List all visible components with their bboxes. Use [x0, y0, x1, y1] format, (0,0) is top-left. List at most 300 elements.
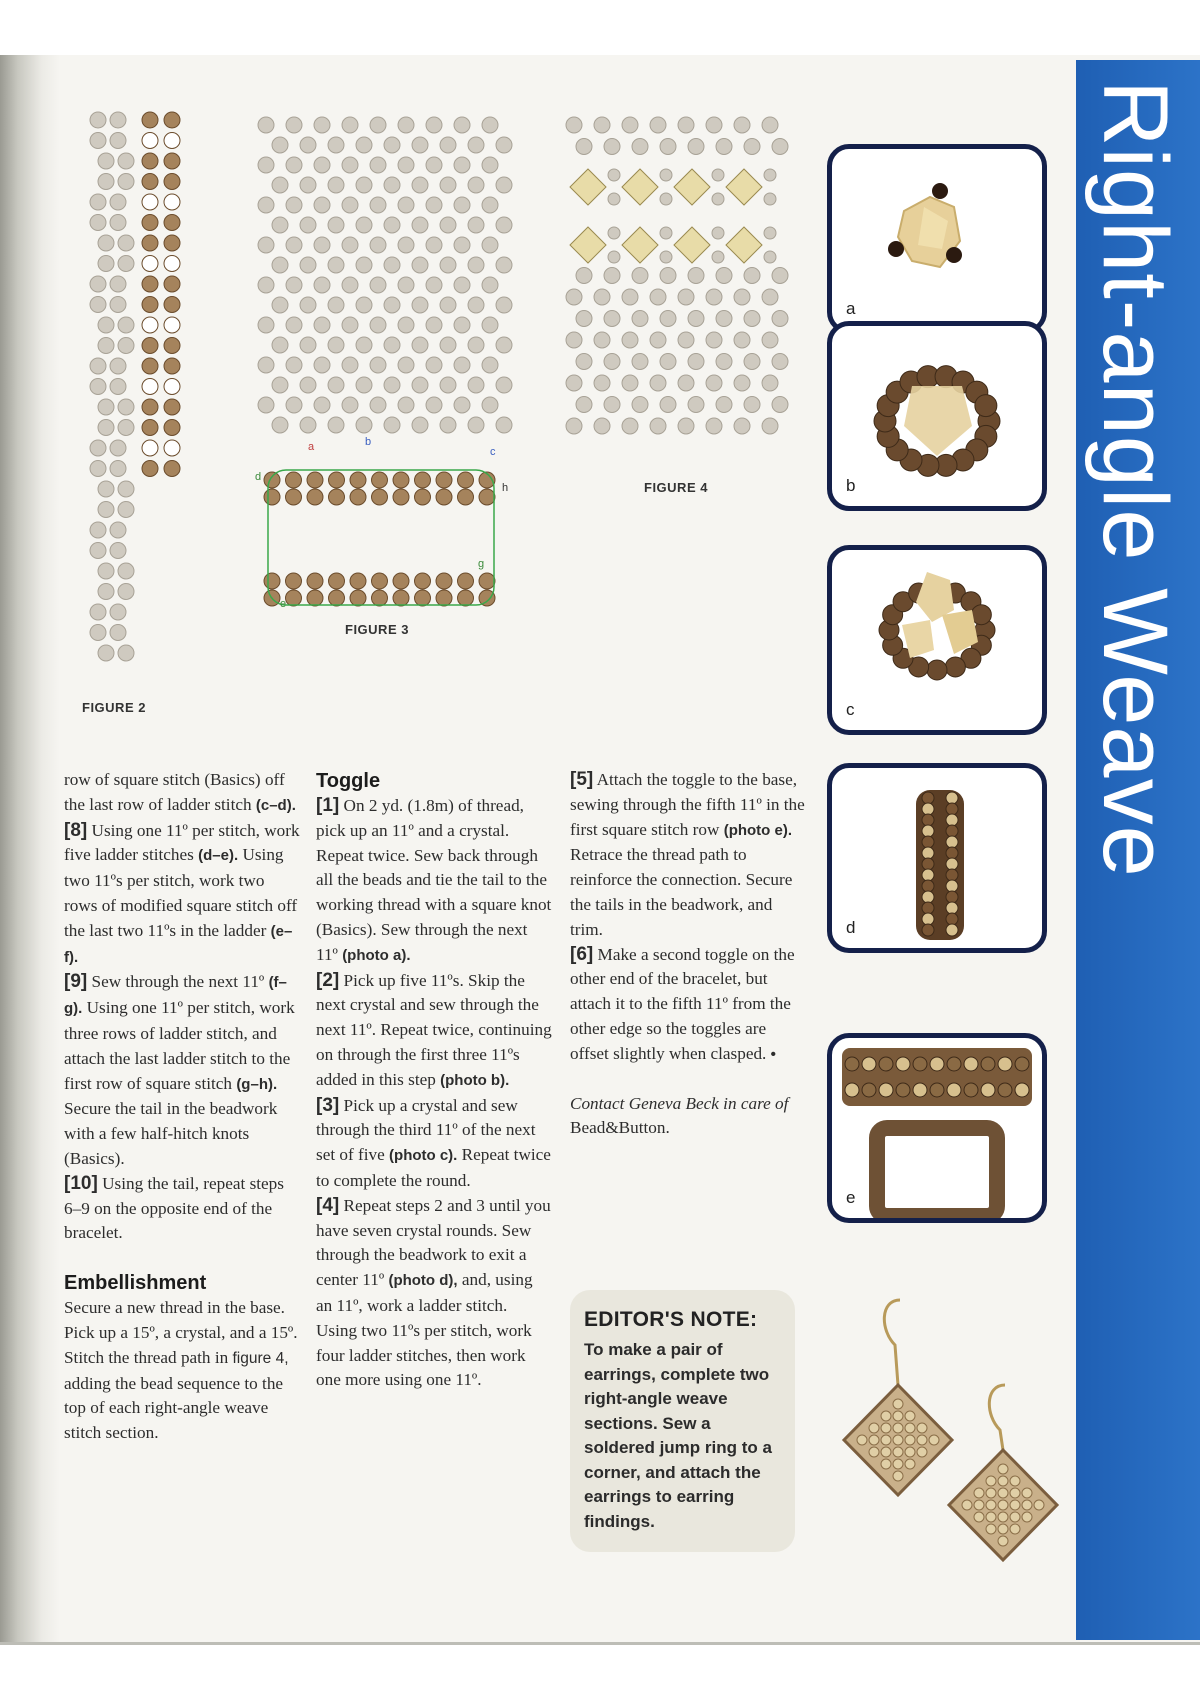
- bead: [468, 177, 484, 193]
- bead: [881, 1435, 891, 1445]
- bead: [706, 117, 722, 133]
- bead: [566, 332, 582, 348]
- bead: [1010, 1512, 1020, 1522]
- bead: [566, 375, 582, 391]
- bead: [594, 418, 610, 434]
- bead: [342, 157, 358, 173]
- bead: [496, 297, 512, 313]
- bead: [479, 489, 495, 505]
- bead: [927, 660, 947, 680]
- bead: [90, 379, 106, 395]
- bead: [922, 924, 934, 936]
- bead: [604, 354, 620, 370]
- bead: [604, 268, 620, 284]
- bead: [286, 117, 302, 133]
- bead: [660, 311, 676, 327]
- bead: [896, 1083, 910, 1097]
- bead: [869, 1435, 879, 1445]
- bead: [110, 379, 126, 395]
- bead: [398, 117, 414, 133]
- bead: [110, 543, 126, 559]
- bead: [307, 590, 323, 606]
- bead: [164, 112, 180, 128]
- figure-3-label-c: c: [490, 446, 496, 458]
- bead: [744, 397, 760, 413]
- step-number: [1]: [316, 795, 340, 816]
- bead: [905, 1459, 915, 1469]
- text-column-3: [570, 768, 806, 1141]
- bead: [566, 418, 582, 434]
- toggle-step-3: [316, 1094, 552, 1194]
- bead: [930, 1057, 944, 1071]
- bead: [307, 472, 323, 488]
- bead: [329, 590, 345, 606]
- bead: [384, 377, 400, 393]
- text: Repeat twice to complete the round.: [316, 1145, 551, 1190]
- bead: [164, 338, 180, 354]
- text: Using two 11ºs per stitch, work two rows of modified square stitch off the last two 11ºs in the ladder: [64, 845, 298, 940]
- bead: [922, 792, 934, 804]
- bead: [946, 814, 958, 826]
- figure-3-diagram: [250, 115, 520, 615]
- text: Using one 11º per stitch, work five ladder stitches: [64, 820, 300, 865]
- bead: [1010, 1476, 1020, 1486]
- bead: [905, 1411, 915, 1421]
- text: Using one 11º per stitch, work three rows of ladder stitch, and attach the last ladder stitch to the first row of square stitch: [64, 998, 295, 1093]
- bead: [576, 397, 592, 413]
- bead: [468, 377, 484, 393]
- bead: [142, 276, 158, 292]
- bead: [272, 377, 288, 393]
- figure-3-label-h: h: [502, 482, 509, 494]
- bead: [372, 489, 388, 505]
- bead: [370, 237, 386, 253]
- bead: [594, 375, 610, 391]
- photo-e-image: [832, 1038, 1042, 1218]
- bead: [412, 217, 428, 233]
- bead: [896, 1057, 910, 1071]
- bead: [660, 397, 676, 413]
- bead: [393, 472, 409, 488]
- bead: [342, 397, 358, 413]
- bead: [946, 869, 958, 881]
- bead: [110, 625, 126, 641]
- bead: [412, 417, 428, 433]
- bead: [372, 472, 388, 488]
- bead: [632, 354, 648, 370]
- bead: [393, 489, 409, 505]
- bead: [328, 177, 344, 193]
- bead: [706, 375, 722, 391]
- bead: [370, 277, 386, 293]
- bead: [393, 590, 409, 606]
- toggle-step-6: [570, 943, 806, 1068]
- text-column-1: [64, 768, 300, 1446]
- bead: [142, 461, 158, 477]
- bead: [869, 1447, 879, 1457]
- bead: [632, 311, 648, 327]
- ref: (photo a).: [342, 946, 411, 964]
- bead: [142, 194, 158, 210]
- bead: [764, 227, 776, 239]
- bead: [164, 235, 180, 251]
- bead: [688, 354, 704, 370]
- bead: [913, 1057, 927, 1071]
- bead: [762, 418, 778, 434]
- bead: [286, 237, 302, 253]
- bead: [893, 1435, 903, 1445]
- bead: [496, 217, 512, 233]
- bead: [314, 197, 330, 213]
- bead: [881, 1411, 891, 1421]
- bead: [678, 289, 694, 305]
- bead: [286, 472, 302, 488]
- bead: [946, 880, 958, 892]
- figure-3-label-e: e: [280, 598, 287, 610]
- bead: [118, 338, 134, 354]
- bead: [90, 461, 106, 477]
- ref: (photo b).: [440, 1071, 510, 1089]
- bead: [118, 235, 134, 251]
- bead: [258, 237, 274, 253]
- ref: (photo e).: [723, 821, 793, 839]
- bead: [660, 139, 676, 155]
- bead: [90, 522, 106, 538]
- bead: [342, 317, 358, 333]
- bead: [436, 590, 452, 606]
- spacer: [64, 1246, 300, 1270]
- bead: [342, 357, 358, 373]
- bead: [118, 317, 134, 333]
- bead: [964, 1057, 978, 1071]
- bead: [496, 137, 512, 153]
- bead: [329, 489, 345, 505]
- figure-4: [560, 115, 790, 460]
- bead: [118, 645, 134, 661]
- text: Secure a new thread in the base. Pick up a 15º, a crystal, and a 15º. Stitch the thread path in: [64, 1298, 298, 1367]
- bead: [328, 337, 344, 353]
- bead: [986, 1524, 996, 1534]
- text: Secure the tail in the beadwork with a few half-hitch knots (Basics).: [64, 1099, 278, 1168]
- bead: [893, 1459, 903, 1469]
- bead: [998, 1057, 1012, 1071]
- bead: [608, 227, 620, 239]
- bead: [258, 317, 274, 333]
- contact-line: [570, 1092, 806, 1142]
- bead: [454, 397, 470, 413]
- bead: [286, 573, 302, 589]
- bead: [415, 472, 431, 488]
- bead: [258, 357, 274, 373]
- bead: [384, 217, 400, 233]
- bead: [440, 337, 456, 353]
- bead: [762, 375, 778, 391]
- figure-3-label-a: a: [308, 441, 315, 453]
- bead: [98, 235, 114, 251]
- bead: [922, 814, 934, 826]
- bead: [415, 573, 431, 589]
- photo-d-image: [832, 768, 1042, 948]
- bead: [622, 375, 638, 391]
- bead: [164, 194, 180, 210]
- bead: [118, 481, 134, 497]
- bead: [594, 332, 610, 348]
- text: Pick up a crystal and sew through the third 11º of the next set of five: [316, 1095, 536, 1165]
- bead: [482, 277, 498, 293]
- bead: [142, 317, 158, 333]
- bead: [118, 153, 134, 169]
- bead: [468, 337, 484, 353]
- bead: [164, 399, 180, 415]
- bead: [398, 157, 414, 173]
- bead: [314, 317, 330, 333]
- bead: [372, 573, 388, 589]
- bead: [286, 489, 302, 505]
- bead: [384, 297, 400, 313]
- bead: [1015, 1083, 1029, 1097]
- bead: [328, 297, 344, 313]
- bead: [328, 417, 344, 433]
- bead: [922, 836, 934, 848]
- editors-note-body: To make a pair of earrings, complete two right-angle weave sections. Sew a soldered jump ring to a corner, and attach the earrings to earring findings.: [584, 1340, 772, 1531]
- bead: [110, 194, 126, 210]
- photo-a-label: a: [846, 299, 856, 318]
- bead: [370, 197, 386, 213]
- bead: [604, 397, 620, 413]
- bead: [881, 1423, 891, 1433]
- bead: [412, 137, 428, 153]
- bead: [566, 289, 582, 305]
- bead: [566, 117, 582, 133]
- bead: [440, 137, 456, 153]
- bead: [945, 657, 965, 677]
- bead: [946, 902, 958, 914]
- bead: [772, 354, 788, 370]
- bead: [660, 227, 672, 239]
- bead: [356, 177, 372, 193]
- bead: [426, 197, 442, 213]
- toggle-step-1: [316, 794, 552, 969]
- photo-d: [827, 763, 1047, 953]
- bead: [998, 1512, 1008, 1522]
- bead: [142, 112, 158, 128]
- bead: [164, 461, 180, 477]
- bead: [660, 169, 672, 181]
- bead: [142, 399, 158, 415]
- bead: [946, 836, 958, 848]
- bead: [482, 237, 498, 253]
- bead: [328, 257, 344, 273]
- publisher-name: Bead&Button.: [570, 1118, 670, 1138]
- bead: [426, 317, 442, 333]
- bead: [272, 217, 288, 233]
- bead: [98, 338, 114, 354]
- bead: [594, 117, 610, 133]
- bead: [436, 472, 452, 488]
- bead: [329, 573, 345, 589]
- bead: [372, 590, 388, 606]
- bead: [857, 1435, 867, 1445]
- figure-3-caption: FIGURE 3: [345, 622, 409, 637]
- bead: [350, 489, 366, 505]
- bead: [164, 379, 180, 395]
- bead: [454, 237, 470, 253]
- bead: [482, 357, 498, 373]
- bead: [688, 268, 704, 284]
- bead: [772, 268, 788, 284]
- bead: [384, 417, 400, 433]
- bead: [350, 573, 366, 589]
- bead: [981, 1083, 995, 1097]
- bead: [468, 257, 484, 273]
- bead: [272, 137, 288, 153]
- bead: [110, 522, 126, 538]
- bead: [998, 1464, 1008, 1474]
- bead: [576, 139, 592, 155]
- bead: [118, 563, 134, 579]
- bead: [110, 604, 126, 620]
- bead: [98, 153, 114, 169]
- ref: (f–g).: [64, 974, 287, 1018]
- bead: [436, 489, 452, 505]
- bead: [762, 332, 778, 348]
- bead: [342, 237, 358, 253]
- bead: [98, 399, 114, 415]
- bead: [678, 117, 694, 133]
- bead: [893, 1399, 903, 1409]
- bead: [998, 1488, 1008, 1498]
- bead: [264, 573, 280, 589]
- bead: [922, 891, 934, 903]
- bead: [716, 268, 732, 284]
- bead: [370, 317, 386, 333]
- bead: [496, 257, 512, 273]
- crystal: [726, 227, 762, 263]
- bead: [764, 251, 776, 263]
- bead: [458, 472, 474, 488]
- bead: [744, 354, 760, 370]
- bead: [622, 332, 638, 348]
- bead: [398, 357, 414, 373]
- bead: [678, 418, 694, 434]
- bead: [286, 317, 302, 333]
- bead: [164, 440, 180, 456]
- crystal: [674, 227, 710, 263]
- bead: [258, 117, 274, 133]
- bead: [314, 397, 330, 413]
- bead: [314, 237, 330, 253]
- bead: [905, 1435, 915, 1445]
- text: Make a second toggle on the other end of the bracelet, but attach it to the fifth 11º from the other edge so the toggles are offset slightly when clasped.: [570, 944, 795, 1063]
- bead: [678, 332, 694, 348]
- step-number: [10]: [64, 1172, 98, 1194]
- spacer: [570, 1068, 806, 1092]
- bead: [913, 1083, 927, 1097]
- bead: [881, 1447, 891, 1457]
- figure-2-caption: FIGURE 2: [82, 700, 146, 715]
- bead: [650, 332, 666, 348]
- ref: (c–d).: [255, 796, 296, 814]
- bead: [412, 297, 428, 313]
- bead: [862, 1057, 876, 1071]
- bead: [998, 1536, 1008, 1546]
- bead: [929, 1435, 939, 1445]
- bead: [142, 379, 158, 395]
- bead: [356, 337, 372, 353]
- bead: [98, 645, 114, 661]
- bead: [286, 357, 302, 373]
- bead: [946, 913, 958, 925]
- bead: [164, 256, 180, 272]
- bead: [415, 489, 431, 505]
- bead: [328, 137, 344, 153]
- bead: [300, 137, 316, 153]
- earrings-image: [840, 1290, 1065, 1590]
- bead: [986, 1488, 996, 1498]
- bead: [300, 177, 316, 193]
- text: Attach the toggle to the base, sewing through the fifth 11º in the first square stitch row: [570, 770, 805, 839]
- bead: [436, 573, 452, 589]
- bead: [974, 1500, 984, 1510]
- bead: [862, 1083, 876, 1097]
- bead: [98, 584, 114, 600]
- bead: [454, 157, 470, 173]
- bead: [688, 397, 704, 413]
- bead: [1010, 1500, 1020, 1510]
- text: Using the tail, repeat steps 6–9 on the opposite end of the bracelet.: [64, 1173, 284, 1243]
- bead: [650, 117, 666, 133]
- bead: [286, 197, 302, 213]
- bead: [947, 1083, 961, 1097]
- bead: [468, 417, 484, 433]
- bead: [110, 276, 126, 292]
- text: On 2 yd. (1.8m) of thread, pick up an 11º and a crystal. Repeat twice. Sew back through all the beads and tie the tail to the working thread with a square knot (Basics). Sew through the next 11º: [316, 796, 552, 964]
- bead: [90, 194, 106, 210]
- photo-e-label: e: [846, 1188, 856, 1207]
- bead: [258, 397, 274, 413]
- bead: [660, 193, 672, 205]
- bead: [342, 277, 358, 293]
- bead: [468, 297, 484, 313]
- bead: [922, 913, 934, 925]
- bead: [314, 117, 330, 133]
- bead: [482, 317, 498, 333]
- bead: [922, 803, 934, 815]
- bead: [90, 604, 106, 620]
- bead: [458, 489, 474, 505]
- bead: [482, 157, 498, 173]
- bead: [440, 217, 456, 233]
- earrings-photo: [840, 1290, 1065, 1590]
- bead: [734, 117, 750, 133]
- bead: [342, 197, 358, 213]
- bead: [300, 257, 316, 273]
- bead: [328, 217, 344, 233]
- bead: [947, 1057, 961, 1071]
- bead: [762, 117, 778, 133]
- step-number: [3]: [316, 1094, 340, 1116]
- figure-3-label-b: b: [365, 436, 372, 448]
- bead: [398, 197, 414, 213]
- bead: [272, 417, 288, 433]
- bead: [118, 256, 134, 272]
- bead: [744, 268, 760, 284]
- bead: [370, 357, 386, 373]
- bead: [142, 297, 158, 313]
- bead: [986, 1476, 996, 1486]
- bead: [454, 117, 470, 133]
- text: Repeat steps 2 and 3 until you have seven crystal rounds. Sew through the beadwork to exit a center 11º: [316, 1195, 551, 1290]
